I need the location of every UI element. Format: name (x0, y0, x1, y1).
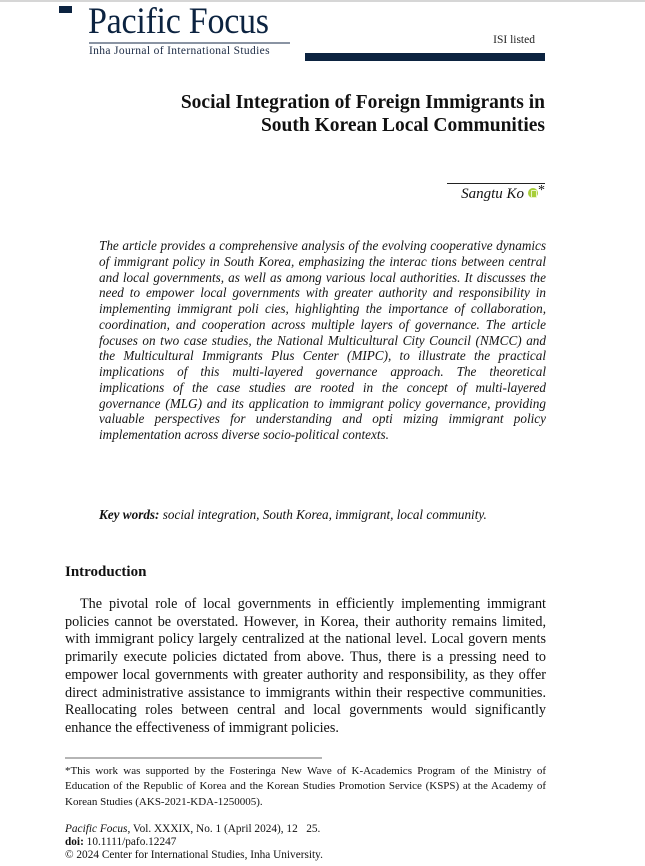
citation-journal-name: Pacific Focus (65, 823, 128, 835)
footnote-separator (65, 757, 322, 759)
indexing-badge: ISI listed (493, 34, 535, 46)
article-title (85, 91, 545, 137)
citation-block (65, 823, 546, 862)
author-footnote-mark: * (538, 183, 545, 198)
masthead-bar (305, 53, 545, 61)
doi-link[interactable]: 10.1111/pafo.12247 (83, 836, 177, 848)
article-title-line-1: Social Integration of Foreign Immigrants in (180, 92, 545, 113)
author-rule (447, 183, 545, 184)
doi-label: doi: (65, 836, 84, 848)
author-name[interactable]: Sangtu Ko (461, 186, 524, 202)
journal-name-underline (89, 42, 290, 44)
funding-footnote: *This work was supported by the Fosteringa New Wave of K-Academics Program of the Ministry of Education of the Republic of Korea and the Korean Studies Promotion Service (KSPS) at the Academy of Korean Studies (AKS-2021-KDA-1250005). (65, 765, 546, 808)
citation-line-journal (65, 823, 546, 836)
journal-subtitle: Inha Journal of International Studies (89, 45, 270, 57)
introduction-paragraph: The pivotal role of local governments in efficiently implementing immigrant policies cannot be overstated. However, in Korea, their authority remains limited, with immigrant policy largely centralized at the national level. Local govern ments primarily execute policies dictated from above. Thus, there is a pressing need to empower local governments with greater authority and responsibility, as they offer direct administrative assistance to immigrants within their respective communities. Reallocating roles between central and local governments would significantly enhance the effectiveness of immigrant policies. (65, 596, 546, 736)
citation-volume-info: , Vol. XXXIX, No. 1 (April 2024), 12 25. (127, 823, 321, 835)
author-byline (461, 185, 545, 203)
journal-name: Pacific Focus (88, 1, 269, 42)
keywords (99, 507, 546, 523)
citation-line-doi (65, 836, 546, 849)
keywords-list: social integration, South Korea, immigrant, local community. (162, 507, 487, 522)
section-heading-introduction: Introduction (65, 564, 147, 580)
article-title-line-2: South Korean Local Communities (260, 115, 545, 136)
abstract: The article provides a comprehensive analysis of the evolving cooperative dynamics of immigrant policy in South Korea, emphasizing the interac tions between central and local governments, as well as among various local authorities. It discusses the need to empower local governments with greater authority and responsibility in implementing immigrant poli cies, highlighting the importance of collaboration, coordination, and cooperation across multiple layers of governance. The article focuses on two case studies, the National Multicultural City Council (NMCC) and the Multicultural Immigrants Plus Center (MIPC), to illustrate the practical implications of this multi-layered governance approach. The theoretical implications of the case studies are rooted in the concept of multi-layered governance (MLG) and its application to immigrant policy governance, providing valuable perspectives for understanding and opti mizing immigrant policy implementation across diverse socio-political contexts. (99, 238, 546, 442)
masthead-square-mark (59, 6, 72, 13)
keywords-label: Key words: (99, 507, 160, 522)
orcid-icon[interactable] (528, 188, 538, 198)
copyright-notice: © 2024 Center for International Studies, Inha University. (65, 849, 323, 861)
